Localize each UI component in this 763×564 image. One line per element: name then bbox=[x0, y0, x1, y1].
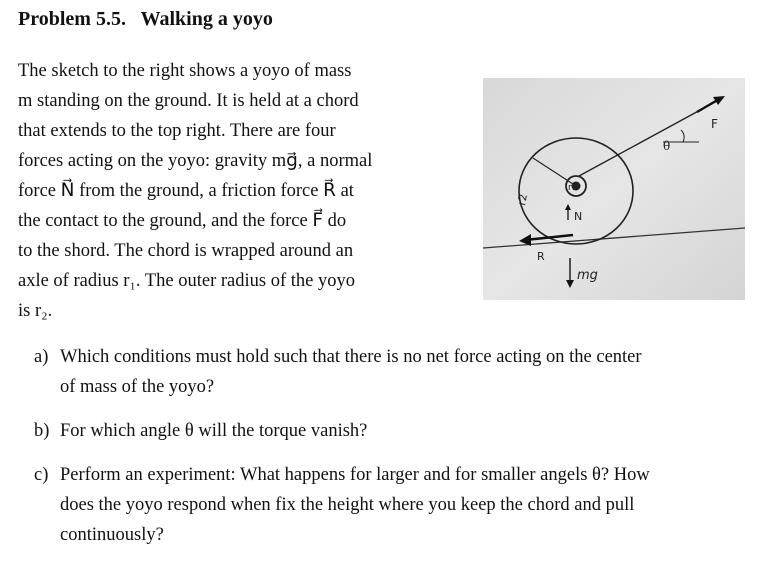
question-line: Perform an experiment: What happens for larger and for smaller angels θ? How bbox=[60, 465, 650, 485]
label-R: R bbox=[537, 250, 545, 263]
question-b bbox=[34, 416, 744, 446]
problem-number: Problem 5.5. bbox=[18, 8, 126, 30]
yoyo-sketch bbox=[483, 78, 745, 300]
intro-line: axle of radius r₁. The outer radius of the yoyo bbox=[18, 271, 355, 291]
yoyo-sketch-svg bbox=[483, 78, 745, 300]
label-mg: mg bbox=[577, 268, 598, 283]
label-r2: r2 bbox=[515, 192, 530, 207]
question-label: c) bbox=[34, 465, 49, 485]
question-a bbox=[34, 342, 744, 402]
question-c bbox=[34, 460, 744, 550]
label-N: N bbox=[574, 210, 583, 223]
intro-line: is r₂. bbox=[18, 301, 53, 321]
intro-line: The sketch to the right shows a yoyo of mass bbox=[18, 61, 352, 81]
intro-line: forces acting on the yoyo: gravity mg⃗, a normal bbox=[18, 151, 373, 171]
intro-line: the contact to the ground, and the force F⃗ do bbox=[18, 211, 347, 231]
question-label: a) bbox=[34, 347, 49, 367]
question-list bbox=[34, 342, 744, 564]
intro-line: to the shord. The chord is wrapped around an bbox=[18, 241, 354, 261]
label-r1: r1 bbox=[568, 183, 578, 193]
label-theta: θ bbox=[663, 139, 671, 153]
problem-intro bbox=[18, 56, 418, 326]
question-label: b) bbox=[34, 421, 50, 441]
question-line: does the yoyo respond when fix the height where you keep the chord and pull bbox=[60, 495, 635, 515]
question-line: Which conditions must hold such that there is no net force acting on the center bbox=[60, 347, 642, 367]
question-line: continuously? bbox=[60, 525, 164, 545]
label-F: F bbox=[711, 117, 718, 131]
sketch-paper bbox=[483, 78, 745, 300]
intro-line: m standing on the ground. It is held at a chord bbox=[18, 91, 359, 111]
intro-line: that extends to the top right. There are four bbox=[18, 121, 336, 141]
question-line: For which angle θ will the torque vanish? bbox=[60, 421, 368, 441]
question-line: of mass of the yoyo? bbox=[60, 377, 215, 397]
problem-title: Walking a yoyo bbox=[140, 8, 273, 30]
problem-heading bbox=[18, 8, 273, 31]
intro-line: force N⃗ from the ground, a friction force R⃗ at bbox=[18, 181, 354, 201]
